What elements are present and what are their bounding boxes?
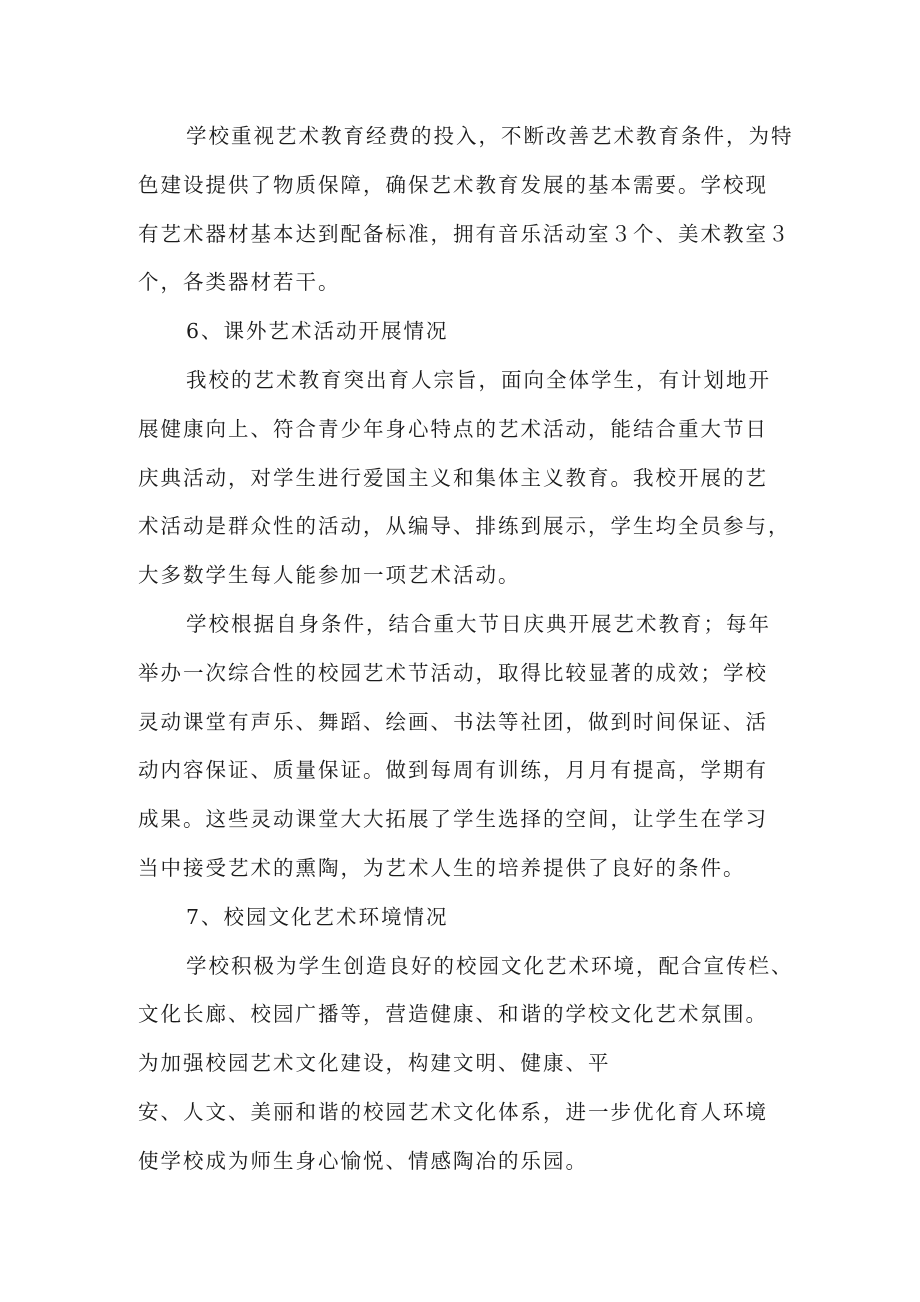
- text-line: 庆典活动，对学生进行爱国主义和集体主义教育。我校开展的艺: [138, 465, 768, 490]
- text-line: 文化长廊、校园广播等，营造健康、和谐的学校文化艺术氛围。: [138, 1002, 768, 1027]
- text-line: 学校积极为学生创造良好的校园文化艺术环境，配合宣传栏、: [186, 953, 794, 978]
- section-heading-campus-culture: 7、校园文化艺术环境情况: [186, 904, 449, 929]
- text-line: 我校的艺术教育突出育人宗旨，面向全体学生，有计划地开: [186, 367, 771, 392]
- text-line: 动内容保证、质量保证。做到每周有训练，月月有提高，学期有: [138, 758, 768, 783]
- text-line: 为加强校园艺术文化建设，构建文明、健康、平: [138, 1051, 611, 1076]
- text-line: 色建设提供了物质保障，确保艺术教育发展的基本需要。学校现: [138, 172, 768, 197]
- text-line: 个，各类器材若干。: [138, 270, 341, 295]
- paragraph-art-education-purpose: [138, 356, 813, 600]
- paragraph-art-funding: [138, 112, 813, 307]
- text-line: 安、人文、美丽和谐的校园艺术文化体系，进一步优化育人环境: [138, 1099, 768, 1124]
- text-line: 有艺术器材基本达到配备标准，拥有音乐活动室３个、美术教室３: [138, 221, 791, 246]
- document-body: [138, 112, 813, 1186]
- text-line: 展健康向上、符合青少年身心特点的艺术活动，能结合重大节日: [138, 416, 768, 441]
- text-line: 灵动课堂有声乐、舞蹈、绘画、书法等社团，做到时间保证、活: [138, 709, 768, 734]
- text-line: 术活动是群众性的活动，从编导、排练到展示，学生均全员参与，: [138, 514, 791, 539]
- text-line: 成果。这些灵动课堂大大拓展了学生选择的空间，让学生在学习: [138, 807, 768, 832]
- text-line: 当中接受艺术的熏陶，为艺术人生的培养提供了良好的条件。: [138, 855, 746, 880]
- text-line: 学校根据自身条件，结合重大节日庆典开展艺术教育；每年: [186, 611, 771, 636]
- text-line: 举办一次综合性的校园艺术节活动，取得比较显著的成效；学校: [138, 660, 768, 685]
- paragraph-art-festival-clubs: [138, 600, 813, 893]
- section-heading-extracurricular-art: 6、课外艺术活动开展情况: [186, 319, 449, 344]
- text-line: 大多数学生每人能参加一项艺术活动。: [138, 563, 521, 588]
- text-line: 使学校成为师生身心愉悦、情感陶冶的乐园。: [138, 1148, 588, 1173]
- text-line: 学校重视艺术教育经费的投入，不断改善艺术教育条件，为特: [186, 124, 794, 148]
- paragraph-campus-environment: [138, 942, 813, 1186]
